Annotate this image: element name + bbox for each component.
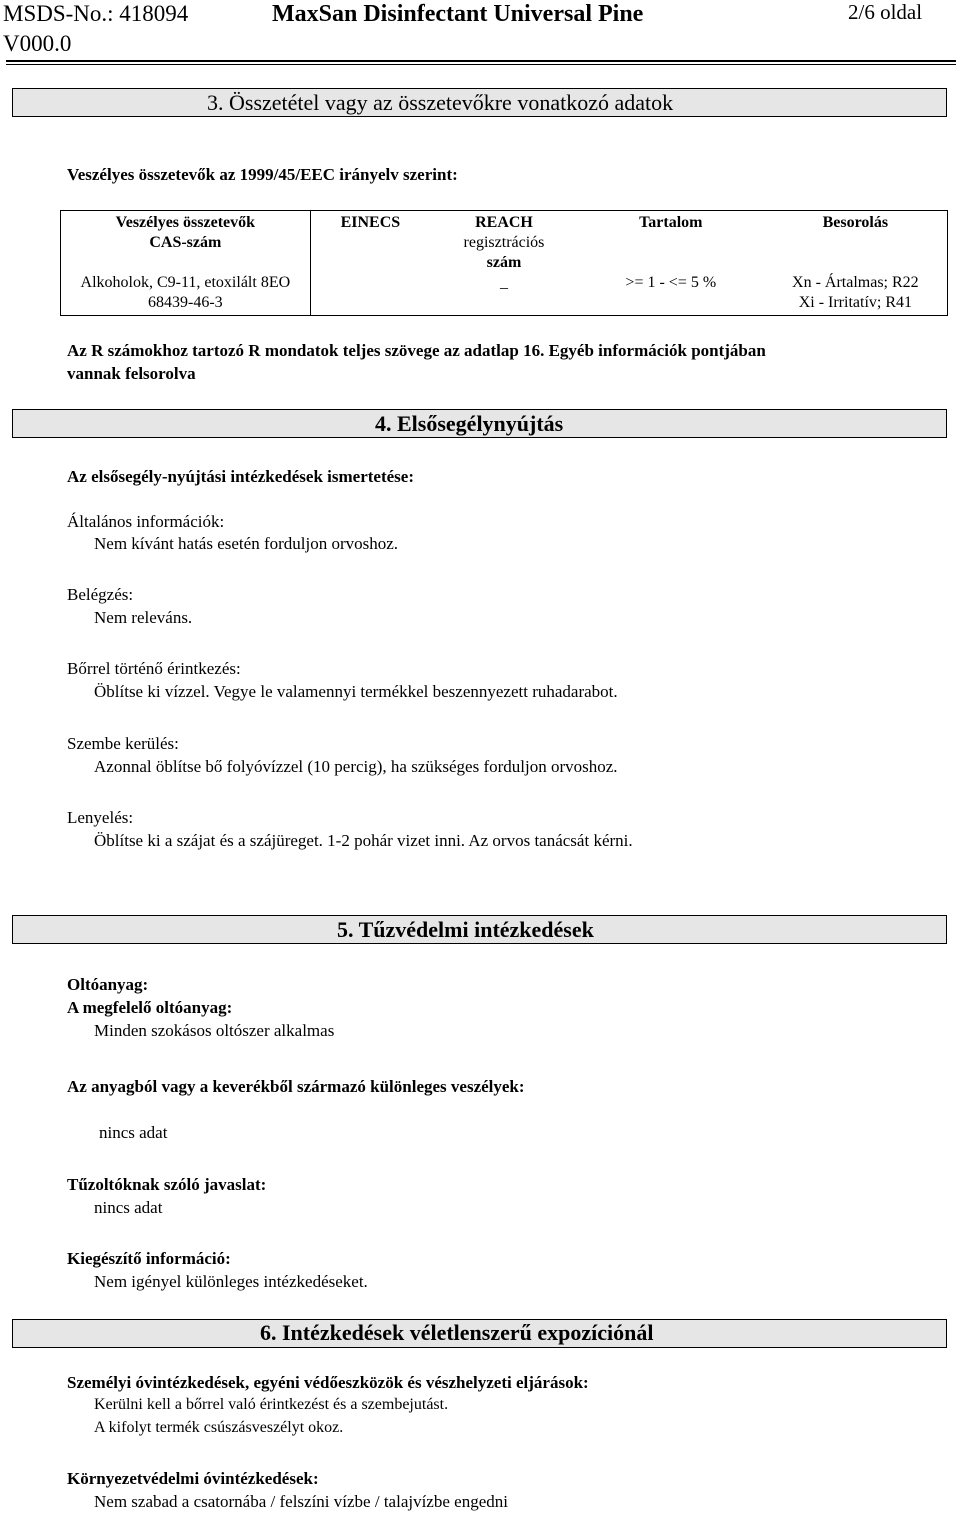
first-aid-ingestion-label: Lenyelés: [67, 808, 134, 827]
col-class-head: Besorolás [764, 211, 948, 274]
firefighters-heading: Tűzoltóknak szóló javaslat: [67, 1175, 267, 1194]
row-reach: _ [430, 273, 578, 316]
col-einecs-head: EINECS [310, 211, 430, 274]
additional-info-text: Nem igényel különleges intézkedéseket. [94, 1272, 368, 1291]
row-einecs [310, 273, 430, 316]
header-rule [6, 60, 956, 62]
msds-number: MSDS-No.: 418094 [3, 1, 189, 26]
extinguishing-media-heading: Oltóanyag: [67, 975, 149, 994]
r-phrases-note-line1: Az R számokhoz tartozó R mondatok teljes szövege az adatlap 16. Egyéb információk pontjában [67, 341, 766, 360]
personal-precautions-heading: Személyi óvintézkedések, egyéni védőeszközök és vészhelyzeti eljárások: [67, 1373, 589, 1392]
first-aid-inhalation-text: Nem releváns. [94, 608, 193, 627]
personal-precautions-line1: Kerülni kell a bőrrel való érintkezést és a szembejutást. [94, 1396, 449, 1413]
col-hazardous-head: Veszélyes összetevők CAS-szám [61, 211, 311, 274]
row-component: Alkoholok, C9-11, etoxilált 8EO 68439-46-3 [61, 273, 311, 316]
first-aid-eye-text: Azonnal öblítse bő folyóvízzel (10 percig), ha szükséges forduljon orvoshoz. [94, 757, 618, 776]
suitable-media-text: Minden szokásos oltószer alkalmas [94, 1021, 335, 1040]
page-number: 2/6 oldal [848, 0, 923, 24]
section-3-title: 3. Összetétel vagy az összetevőkre vonatkozó adatok [207, 90, 674, 115]
header-rule-thin [6, 64, 956, 65]
section-6-title: 6. Intézkedések véletlenszerű expozíciónál [260, 1320, 654, 1345]
first-aid-skin-label: Bőrrel történő érintkezés: [67, 659, 241, 678]
first-aid-eye-label: Szembe kerülés: [67, 734, 179, 753]
first-aid-general-label: Általános információk: [67, 512, 225, 531]
firefighters-text: nincs adat [94, 1198, 163, 1217]
section-4-title: 4. Elsősegélynyújtás [375, 411, 564, 436]
row-content: >= 1 - <= 5 % [578, 273, 764, 316]
first-aid-inhalation-label: Belégzés: [67, 585, 134, 604]
product-name: MaxSan Disinfectant Universal Pine [272, 1, 644, 27]
environmental-precautions-heading: Környezetvédelmi óvintézkedések: [67, 1469, 319, 1488]
first-aid-ingestion-text: Öblítse ki a szájat és a szájüreget. 1-2 pohár vizet inni. Az orvos tanácsát kérni. [94, 831, 633, 850]
col-content-head: Tartalom [578, 211, 764, 274]
section-5-title: 5. Tűzvédelmi intézkedések [337, 917, 594, 942]
personal-precautions-line2: A kifolyt termék csúszásveszélyt okoz. [94, 1419, 344, 1436]
section-3-subtitle: Veszélyes összetevők az 1999/45/EEC irányelv szerint: [67, 165, 458, 184]
components-table [60, 210, 948, 316]
additional-info-heading: Kiegészítő információ: [67, 1249, 231, 1268]
special-hazards-heading: Az anyagból vagy a keverékből származó különleges veszélyek: [67, 1077, 525, 1096]
special-hazards-text: nincs adat [99, 1123, 168, 1142]
r-phrases-note-line2: vannak felsorolva [67, 364, 196, 383]
row-classification: Xn - Ártalmas; R22 Xi - Irritatív; R41 [764, 273, 948, 316]
environmental-precautions-text: Nem szabad a csatornába / felszíni vízbe / talajvízbe engedni [94, 1492, 508, 1511]
first-aid-general-text: Nem kívánt hatás esetén forduljon orvoshoz. [94, 534, 399, 553]
col-reach-head: REACH regisztrációs szám [430, 211, 578, 274]
first-aid-intro: Az elsősegély-nyújtási intézkedések ismertetése: [67, 467, 414, 486]
version: V000.0 [3, 31, 72, 56]
first-aid-skin-text: Öblítse ki vízzel. Vegye le valamennyi termékkel beszennyezett ruhadarabot. [94, 682, 618, 701]
suitable-media-heading: A megfelelő oltóanyag: [67, 998, 233, 1017]
